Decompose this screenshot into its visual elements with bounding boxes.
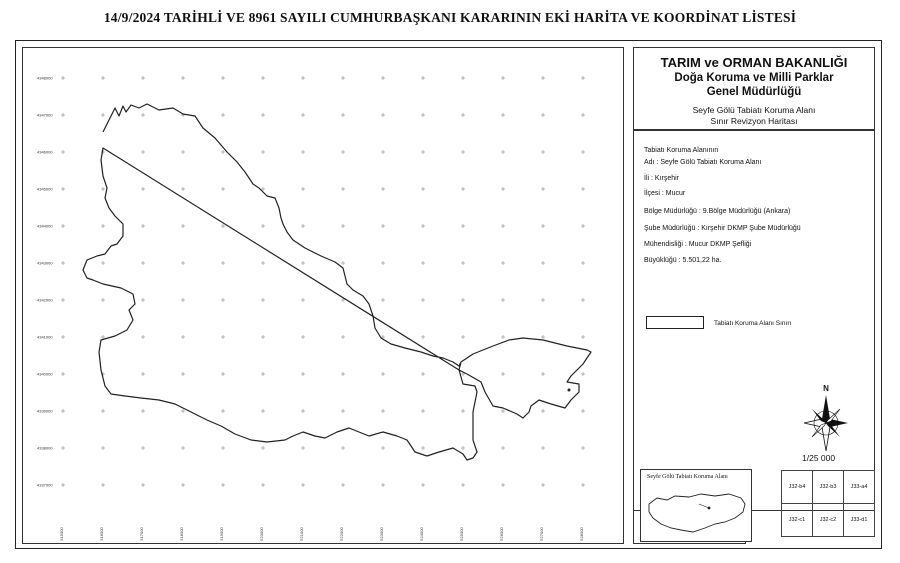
- x-tick-label: 517000: [139, 527, 144, 541]
- grid-cross: [381, 261, 385, 265]
- grid-cross: [581, 483, 585, 487]
- grid-cross: [341, 150, 345, 154]
- y-tick-label: 4339000: [37, 408, 53, 414]
- grid-cross: [541, 113, 545, 117]
- grid-cross: [261, 224, 265, 228]
- grid-cross: [421, 150, 425, 154]
- x-tick-label: 515000: [59, 527, 64, 541]
- grid-cross: [221, 335, 225, 339]
- grid-cross: [181, 150, 185, 154]
- grid-cross: [461, 409, 465, 413]
- grid-cross: [221, 372, 225, 376]
- grid-cross: [541, 335, 545, 339]
- grid-cross: [141, 113, 145, 117]
- grid-cross: [301, 335, 305, 339]
- y-tick-label: 4337000: [37, 482, 53, 488]
- grid-cross: [141, 224, 145, 228]
- grid-cross: [261, 335, 265, 339]
- grid-cross: [301, 187, 305, 191]
- grid-cross: [181, 372, 185, 376]
- y-tick-label: 4341000: [37, 334, 53, 340]
- grid-cross: [421, 372, 425, 376]
- grid-cross: [381, 76, 385, 80]
- sheet-cell: J32-b4: [781, 470, 813, 504]
- directorate-line-2: Genel Müdürlüğü: [706, 86, 802, 98]
- grid-cross: [141, 446, 145, 450]
- grid-cross: [221, 187, 225, 191]
- grid-cross: [141, 409, 145, 413]
- grid-cross: [221, 483, 225, 487]
- grid-cross: [461, 261, 465, 265]
- grid-cross: [461, 224, 465, 228]
- grid-cross: [381, 113, 385, 117]
- grid-cross: [501, 335, 505, 339]
- grid-cross: [181, 187, 185, 191]
- info-regional-directorate: Bölge Müdürlüğü : 9.Bölge Müdürlüğü (Ankara): [644, 208, 791, 215]
- y-tick-label: 4344000: [37, 223, 53, 229]
- grid-cross: [461, 113, 465, 117]
- info-district: İlçesi : Mucur: [644, 190, 686, 197]
- y-tick-label: 4342000: [37, 297, 53, 303]
- map-name-line-2: Sınır Revizyon Haritası: [710, 116, 798, 126]
- grid-cross: [61, 224, 65, 228]
- grid-cross: [101, 261, 105, 265]
- grid-cross: [501, 224, 505, 228]
- grid-cross: [381, 298, 385, 302]
- grid-cross: [501, 76, 505, 80]
- x-axis-labels: [59, 527, 584, 541]
- grid-cross: [501, 409, 505, 413]
- grid-cross: [461, 483, 465, 487]
- grid-cross: [141, 76, 145, 80]
- y-tick-label: 4340000: [37, 371, 53, 377]
- grid-cross: [421, 224, 425, 228]
- grid-cross: [61, 261, 65, 265]
- grid-cross: [581, 150, 585, 154]
- info-block: [633, 130, 875, 511]
- grid-cross: [421, 187, 425, 191]
- grid-cross: [261, 113, 265, 117]
- y-tick-label: 4345000: [37, 186, 53, 192]
- grid-cross: [341, 76, 345, 80]
- grid-cross: [61, 409, 65, 413]
- grid-cross: [341, 113, 345, 117]
- x-tick-label: 520000: [259, 527, 264, 541]
- grid-cross: [421, 409, 425, 413]
- grid-cross: [421, 446, 425, 450]
- x-tick-label: 522000: [339, 527, 344, 541]
- grid-cross: [541, 409, 545, 413]
- grid-cross: [141, 187, 145, 191]
- grid-cross: [261, 76, 265, 80]
- grid-cross: [261, 261, 265, 265]
- grid-cross: [141, 261, 145, 265]
- grid-cross: [541, 298, 545, 302]
- grid-cross: [301, 409, 305, 413]
- compass-north-label: N: [823, 384, 829, 393]
- title-block: [633, 47, 875, 130]
- grid-cross: [421, 298, 425, 302]
- y-axis-labels: [37, 76, 53, 488]
- grid-cross: [461, 76, 465, 80]
- grid-cross: [461, 298, 465, 302]
- y-tick-label: 4338000: [37, 445, 53, 451]
- grid-cross: [501, 261, 505, 265]
- map-name-line-1: Seyfe Gölü Tabiatı Koruma Alanı: [692, 105, 816, 115]
- grid-cross: [261, 150, 265, 154]
- grid-cross: [261, 483, 265, 487]
- grid-cross: [181, 483, 185, 487]
- sheet-cell: J32-b3: [812, 470, 844, 504]
- grid-cross: [221, 150, 225, 154]
- grid-cross: [261, 298, 265, 302]
- info-branch-directorate: Şube Müdürlüğü : Kırşehir DKMP Şube Müdürlüğü: [644, 225, 801, 232]
- y-tick-label: 4348000: [37, 75, 53, 81]
- ministry-name: TARIM ve ORMAN BAKANLIĞI: [660, 55, 848, 70]
- grid-cross: [221, 409, 225, 413]
- grid-cross: [341, 261, 345, 265]
- grid-cross: [541, 483, 545, 487]
- grid-cross: [181, 335, 185, 339]
- legend-label: Tabiatı Koruma Alanı Sınırı: [714, 320, 792, 327]
- grid-cross: [421, 483, 425, 487]
- grid-cross: [581, 113, 585, 117]
- grid-cross: [61, 483, 65, 487]
- grid-cross: [341, 224, 345, 228]
- grid-cross: [541, 187, 545, 191]
- grid-cross: [581, 335, 585, 339]
- x-tick-label: 523000: [379, 527, 384, 541]
- x-tick-label: 525000: [459, 527, 464, 541]
- grid-cross: [581, 409, 585, 413]
- grid-cross: [341, 335, 345, 339]
- page-title: 14/9/2024 TARİHLİ VE 8961 SAYILI CUMHURBAŞKANI KARARININ EKİ HARİTA VE KOORDİNAT LİSTESİ: [103, 10, 797, 25]
- grid-cross: [301, 483, 305, 487]
- grid-cross: [421, 335, 425, 339]
- grid-cross: [101, 409, 105, 413]
- grid-cross: [381, 224, 385, 228]
- grid-cross: [381, 187, 385, 191]
- grid-cross: [541, 372, 545, 376]
- grid-cross: [341, 409, 345, 413]
- grid-cross: [221, 113, 225, 117]
- grid-cross: [381, 150, 385, 154]
- grid-cross: [301, 113, 305, 117]
- sheet-cell: J33-d1: [843, 503, 875, 537]
- directorate-line-1: Doğa Koruma ve Milli Parklar: [674, 72, 834, 84]
- grid-cross: [501, 483, 505, 487]
- grid-cross: [61, 298, 65, 302]
- grid-cross: [501, 113, 505, 117]
- grid-cross: [101, 113, 105, 117]
- x-tick-label: 526000: [499, 527, 504, 541]
- grid-cross: [61, 372, 65, 376]
- grid-cross: [181, 224, 185, 228]
- x-tick-label: 518000: [179, 527, 184, 541]
- grid-cross: [501, 187, 505, 191]
- grid-cross: [61, 150, 65, 154]
- grid-cross: [61, 187, 65, 191]
- grid-cross: [101, 187, 105, 191]
- grid-cross: [301, 261, 305, 265]
- grid-cross: [101, 335, 105, 339]
- boundary-map[interactable]: [23, 48, 623, 543]
- grid-cross: [101, 483, 105, 487]
- grid-cross: [141, 298, 145, 302]
- grid-cross: [341, 446, 345, 450]
- grid-cross: [301, 446, 305, 450]
- grid-cross: [381, 372, 385, 376]
- x-tick-label: 527000: [539, 527, 544, 541]
- grid-cross: [301, 150, 305, 154]
- map-panel[interactable]: [22, 47, 624, 544]
- grid-cross: [341, 372, 345, 376]
- sheet-cell: J33-a4: [843, 470, 875, 504]
- grid-cross: [501, 298, 505, 302]
- grid-cross: [461, 446, 465, 450]
- grid-cross: [341, 187, 345, 191]
- grid-cross: [261, 372, 265, 376]
- y-tick-label: 4343000: [37, 260, 53, 266]
- grid-cross: [181, 261, 185, 265]
- grid-cross: [581, 446, 585, 450]
- info-size: Büyüklüğü : 5.501,22 ha.: [644, 257, 722, 264]
- grid-cross: [541, 446, 545, 450]
- y-tick-label: 4347000: [37, 112, 53, 118]
- grid-cross: [581, 76, 585, 80]
- grid-cross: [541, 76, 545, 80]
- x-tick-label: 516000: [99, 527, 104, 541]
- grid-cross: [381, 483, 385, 487]
- grid-cross: [301, 298, 305, 302]
- x-tick-label: 528000: [579, 527, 584, 541]
- grid-cross: [141, 335, 145, 339]
- info-heading: Tabiatı Koruma Alanının: [644, 147, 719, 154]
- grid-cross: [181, 76, 185, 80]
- legend-boundary-swatch: [646, 316, 704, 329]
- grid-cross: [421, 261, 425, 265]
- grid-cross: [221, 224, 225, 228]
- grid-cross: [61, 446, 65, 450]
- grid-cross: [581, 187, 585, 191]
- y-tick-label: 4346000: [37, 149, 53, 155]
- grid-cross: [181, 409, 185, 413]
- x-tick-label: 524000: [419, 527, 424, 541]
- grid-cross: [421, 113, 425, 117]
- grid-cross: [221, 446, 225, 450]
- survey-point-icon: [568, 389, 571, 392]
- grid-cross: [181, 446, 185, 450]
- x-tick-label: 521000: [299, 527, 304, 541]
- grid-cross: [261, 409, 265, 413]
- grid-cross: [581, 224, 585, 228]
- grid-cross: [61, 335, 65, 339]
- grid-cross: [461, 335, 465, 339]
- grid-cross: [221, 76, 225, 80]
- grid-cross: [141, 483, 145, 487]
- grid-cross: [141, 372, 145, 376]
- grid-cross: [461, 187, 465, 191]
- grid-cross: [301, 372, 305, 376]
- grid-cross: [541, 150, 545, 154]
- grid-cross: [461, 150, 465, 154]
- grid-cross: [501, 446, 505, 450]
- grid-crosses: [61, 76, 585, 487]
- grid-cross: [61, 76, 65, 80]
- turkey-outline-icon: [645, 484, 749, 540]
- grid-cross: [101, 76, 105, 80]
- grid-cross: [261, 446, 265, 450]
- grid-cross: [581, 372, 585, 376]
- grid-cross: [101, 446, 105, 450]
- grid-cross: [101, 298, 105, 302]
- grid-cross: [421, 76, 425, 80]
- info-name: Adı : Seyfe Gölü Tabiatı Koruma Alanı: [644, 159, 762, 166]
- info-province: İli : Kırşehir: [644, 175, 680, 182]
- grid-cross: [341, 483, 345, 487]
- grid-cross: [301, 224, 305, 228]
- grid-cross: [501, 372, 505, 376]
- grid-cross: [381, 446, 385, 450]
- sheet-cell: J32-c1: [781, 503, 813, 537]
- grid-cross: [101, 224, 105, 228]
- protected-area-boundary[interactable]: [83, 104, 591, 460]
- scale-label: 1/25 000: [802, 453, 836, 463]
- grid-cross: [581, 261, 585, 265]
- grid-cross: [541, 224, 545, 228]
- grid-cross: [61, 113, 65, 117]
- grid-cross: [541, 261, 545, 265]
- grid-cross: [581, 298, 585, 302]
- info-engineering: Mühendisliği : Mucur DKMP Şefliği: [644, 241, 752, 248]
- grid-cross: [301, 76, 305, 80]
- grid-cross: [501, 150, 505, 154]
- compass-rose-icon: [798, 381, 854, 451]
- x-tick-label: 519000: [219, 527, 224, 541]
- locator-label: Seyfe Gölü Tabiatı Koruma Alanı: [647, 474, 728, 480]
- locator-map[interactable]: [640, 469, 752, 542]
- sheet-cell: J32-c2: [812, 503, 844, 537]
- grid-cross: [381, 409, 385, 413]
- grid-cross: [221, 261, 225, 265]
- grid-cross: [141, 150, 145, 154]
- grid-cross: [181, 298, 185, 302]
- grid-cross: [221, 298, 225, 302]
